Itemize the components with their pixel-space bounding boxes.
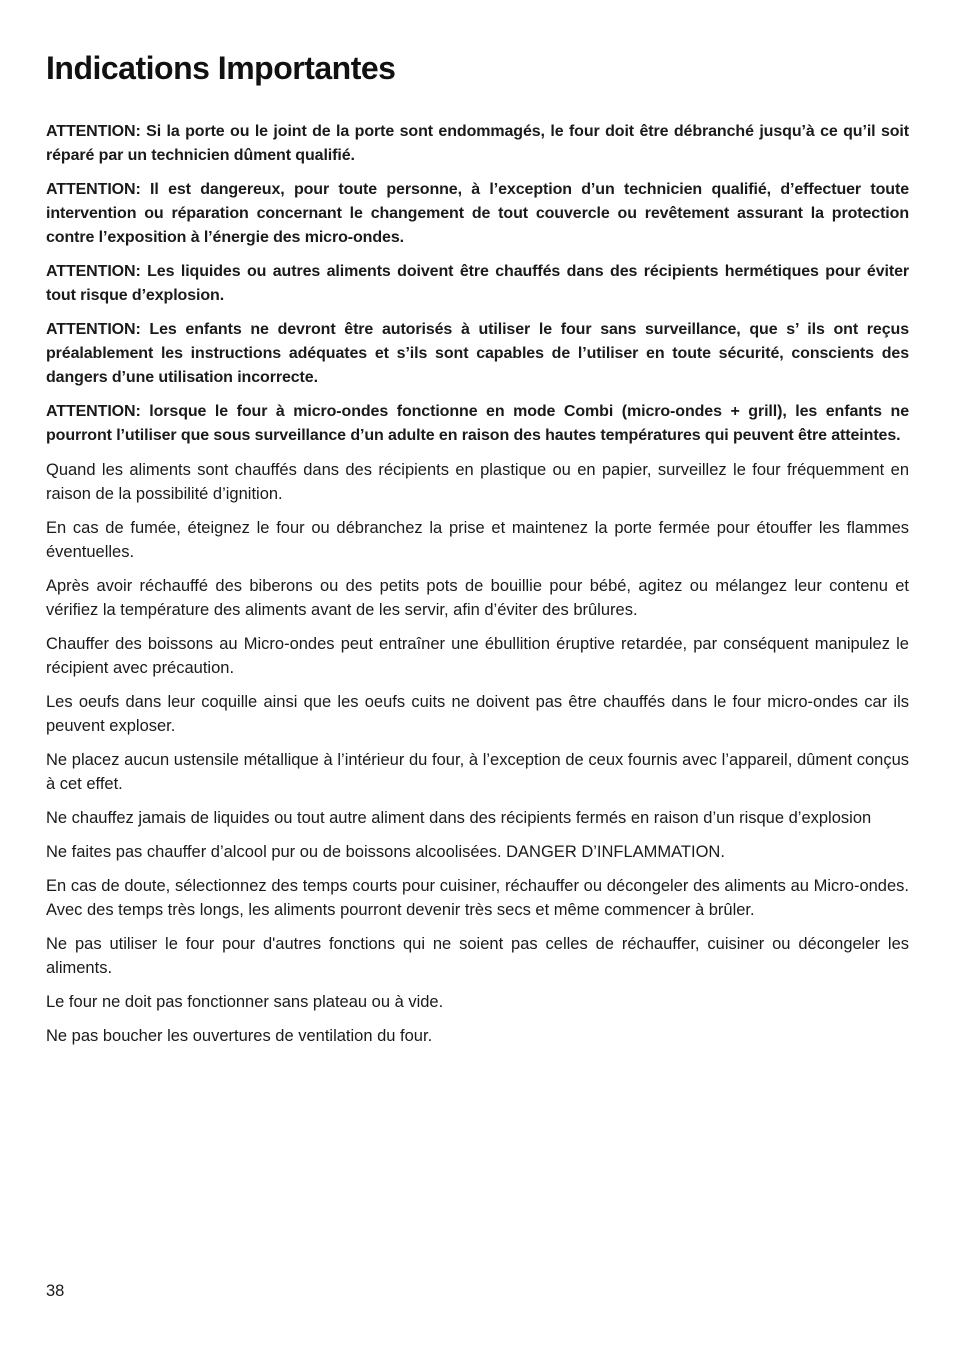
body-paragraph: En cas de fumée, éteignez le four ou débranchez la prise et maintenez la porte fermée pour étouffer les flammes éventuelles. [46, 519, 909, 561]
warning-paragraph: ATTENTION: Si la porte ou le joint de la porte sont endommagés, le four doit être débranché jusqu’à ce qu’il soit réparé par un technicien dûment qualifié. [46, 123, 909, 164]
warning-paragraph: ATTENTION: Il est dangereux, pour toute personne, à l’exception d’un technicien qualifié, d’effectuer toute intervention ou réparation concernant le changement de tout couvercle ou revêtement assurant la protection contre l’exposition à l’énergie des micro-ondes. [46, 181, 909, 246]
document-page [46, 0, 909, 1058]
warning-paragraph: ATTENTION: lorsque le four à micro-ondes fonctionne en mode Combi (micro-ondes + grill), les enfants ne pourront l’utiliser que sous surveillance d’un adulte en raison des hautes températures qui peuvent être atteintes. [46, 403, 909, 444]
page-number: 38 [46, 1282, 65, 1300]
warning-paragraph: ATTENTION: Les liquides ou autres aliments doivent être chauffés dans des récipients hermétiques pour éviter tout risque d’explosion. [46, 263, 909, 304]
body-paragraph: Chauffer des boissons au Micro-ondes peut entraîner une ébullition éruptive retardée, par conséquent manipulez le récipient avec précaution. [46, 635, 909, 677]
page-title: Indications Importantes [46, 50, 396, 86]
body-paragraph: Ne pas utiliser le four pour d'autres fonctions qui ne soient pas celles de réchauffer, cuisiner ou décongeler les aliments. [46, 935, 909, 977]
body-paragraph: Le four ne doit pas fonctionner sans plateau ou à vide. [46, 993, 444, 1011]
body-paragraph: Les oeufs dans leur coquille ainsi que les oeufs cuits ne doivent pas être chauffés dans le four micro-ondes car ils peuvent exploser. [46, 693, 909, 735]
body-paragraph: Ne chauffez jamais de liquides ou tout autre aliment dans des récipients fermés en raison d’un risque d’explosion [46, 809, 872, 827]
document-body [46, 120, 909, 1048]
warning-paragraph: ATTENTION: Les enfants ne devront être autorisés à utiliser le four sans surveillance, que s’ ils ont reçus préalablement les instructions adéquates et s’ils sont capables de l’utiliser en toute sécurité, conscients des dangers d’une utilisation incorrecte. [46, 321, 909, 386]
body-paragraph: Ne faites pas chauffer d’alcool pur ou de boissons alcoolisées. DANGER D’INFLAMMATION. [46, 843, 725, 861]
body-paragraph: Ne placez aucun ustensile métallique à l’intérieur du four, à l’exception de ceux fournis avec l’appareil, dûment conçus à cet effet. [46, 751, 909, 793]
body-paragraph: En cas de doute, sélectionnez des temps courts pour cuisiner, réchauffer ou décongeler des aliments au Micro-ondes. Avec des temps très longs, les aliments pourront devenir très secs et même commencer à brûler. [46, 877, 909, 919]
body-paragraph: Ne pas boucher les ouvertures de ventilation du four. [46, 1027, 433, 1045]
body-paragraph: Quand les aliments sont chauffés dans des récipients en plastique ou en papier, surveillez le four fréquemment en raison de la possibilité d’ignition. [46, 461, 909, 503]
body-paragraph: Après avoir réchauffé des biberons ou des petits pots de bouillie pour bébé, agitez ou mélangez leur contenu et vérifiez la température des aliments avant de les servir, afin d’éviter des brûlures. [46, 577, 909, 619]
